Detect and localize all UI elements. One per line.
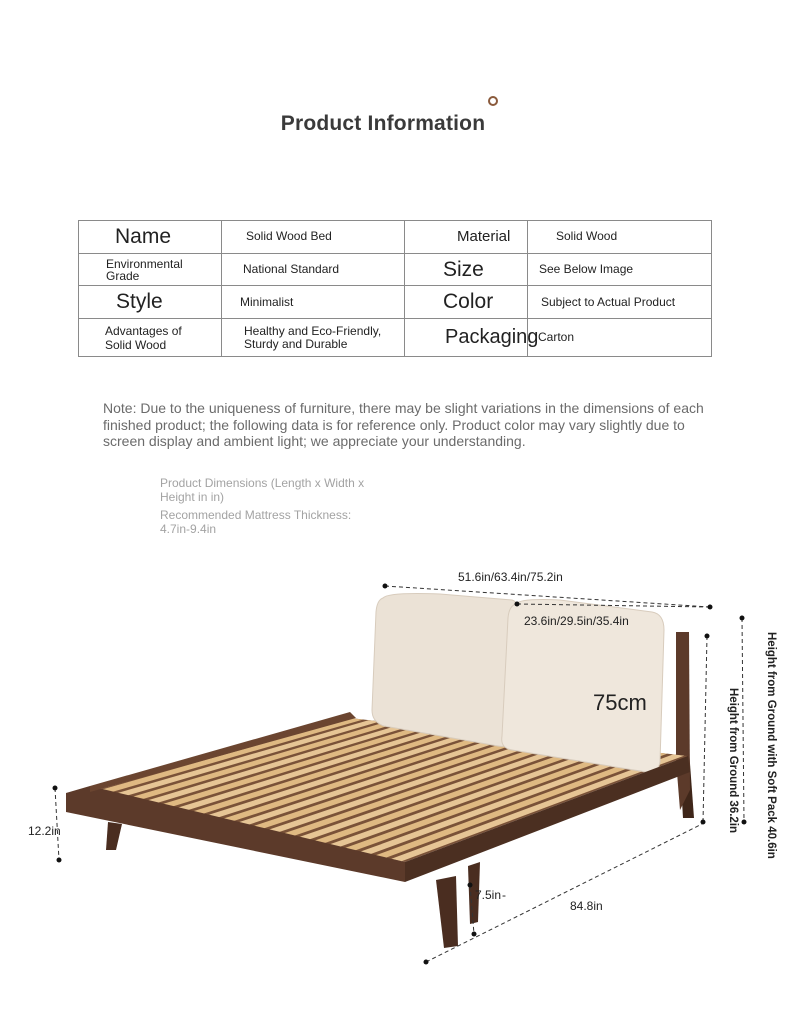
dim-dot [701, 820, 706, 825]
left-cushion [372, 594, 518, 747]
spec-value-advantages: Healthy and Eco-Friendly, Sturdy and Durable [222, 319, 405, 357]
dim-dot [515, 602, 520, 607]
dim-line-height-softpack [742, 618, 744, 822]
dim-dot [472, 932, 477, 937]
spec-label-style: Style [79, 286, 222, 319]
dim-dot [740, 616, 745, 621]
clearance-label: 7.5in [475, 888, 502, 902]
table-row [79, 319, 712, 357]
dim-dot [53, 786, 58, 791]
dim-dot [708, 605, 713, 610]
bed-dimension-illustration [0, 560, 790, 1030]
spec-label-name: Name [79, 221, 222, 254]
spec-label-environmental-grade: Environmental Grade [79, 253, 222, 286]
spec-value-environmental-grade: National Standard [222, 253, 405, 286]
height-ground-label: Height from Ground 36.2in [727, 688, 739, 834]
table-row [79, 253, 712, 286]
table-row [79, 286, 712, 319]
mattress-thickness-text: Recommended Mattress Thickness: 4.7in-9.4in [160, 508, 352, 536]
dim-dot [705, 634, 710, 639]
dim-line-height-ground [703, 636, 707, 822]
length-label: 84.8in [570, 899, 603, 913]
cushion-width-label: 23.6in/29.5in/35.4in [524, 614, 629, 628]
dim-dot [383, 584, 388, 589]
spec-table [78, 220, 712, 357]
spec-value-name: Solid Wood Bed [222, 221, 405, 254]
table-row [79, 221, 712, 254]
clearance-dash: - [502, 888, 506, 902]
spec-label-color: Color [405, 286, 528, 319]
height-softpack-label: Height from Ground with Soft Pack 40.6in [765, 632, 777, 859]
dim-dot [742, 820, 747, 825]
spec-value-packaging: Carton [528, 319, 712, 357]
dim-dot [468, 883, 473, 888]
spec-label-packaging: Packaging [405, 319, 528, 357]
spec-value-size: See Below Image [528, 253, 712, 286]
spec-value-color: Subject to Actual Product [528, 286, 712, 319]
bed-front-leg-left [106, 822, 122, 850]
headboard-post [676, 632, 690, 810]
product-dimensions-text: Product Dimensions (Length x Width x Height in in) [160, 476, 365, 504]
cushion-height-label: 75cm [593, 690, 647, 715]
width-label: 51.6in/63.4in/75.2in [458, 570, 563, 584]
spec-label-advantages: Advantages of Solid Wood [79, 319, 222, 357]
page-title: Product Information [280, 112, 486, 135]
spec-value-style: Minimalist [222, 286, 405, 319]
dimensions-caption [160, 476, 380, 536]
spec-label-material: Material [405, 221, 528, 254]
decorative-ring-icon [488, 96, 498, 106]
disclaimer-note: Note: Due to the uniqueness of furniture, there may be slight variations in the dimensions of each finished product; the following data is for reference only. Product color may vary slightly due to screen display and ambient light; we appreciate your understanding. [103, 400, 704, 449]
spec-label-size: Size [405, 253, 528, 286]
spec-value-material: Solid Wood [528, 221, 712, 254]
dim-dot [424, 960, 429, 965]
bed-front-leg-corner [436, 876, 458, 948]
dim-dot [57, 858, 62, 863]
leg-height-label: 12.2in [28, 824, 61, 838]
